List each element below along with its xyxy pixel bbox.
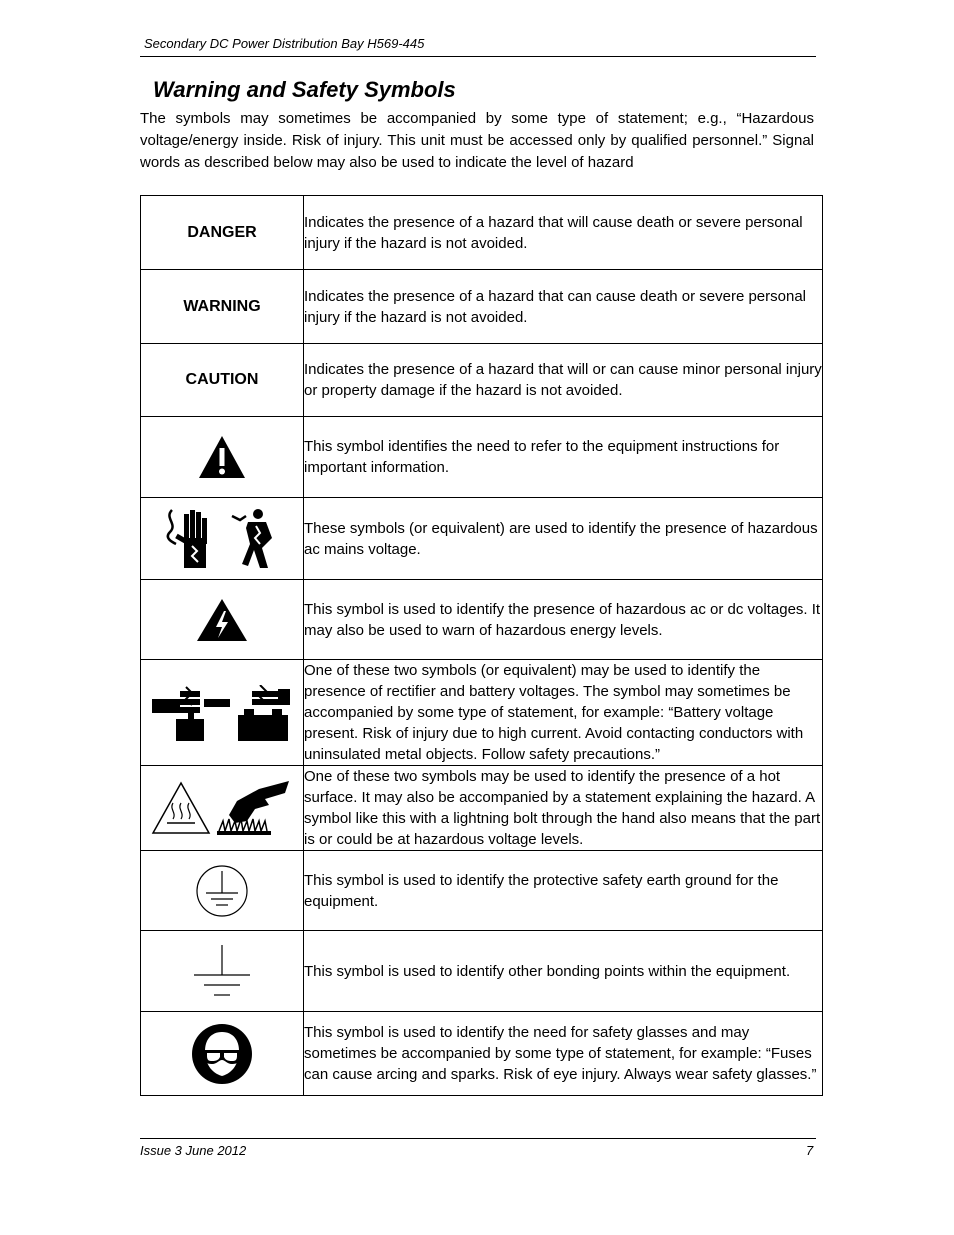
- description-cell: One of these two symbols (or equivalent) may be used to identify the presence of rectifier and battery voltages. The symbol may sometimes be accompanied by some type of statement, for example: “Battery voltage present. Risk of injury due to high current. Avoid contacting conductors with uninsulated metal objects. Follow safety precautions.”: [304, 660, 823, 766]
- signal-word-danger: DANGER: [187, 223, 257, 241]
- signal-word-caution: CAUTION: [185, 371, 259, 388]
- signal-cell: [141, 344, 304, 417]
- signal-cell: [141, 270, 304, 344]
- table-row: [141, 344, 823, 417]
- table-row: [141, 660, 823, 766]
- intro-paragraph: The symbols may sometimes be accompanied by some type of statement; e.g., “Hazardous voltage/energy inside. Risk of injury. This unit must be accessed only by qualified personnel.” Signal words as described below may also be used to indicate the level of hazard: [140, 110, 814, 171]
- table-row: [141, 417, 823, 498]
- lightning-triangle-icon: [195, 597, 249, 643]
- symbol-cell: [141, 931, 304, 1012]
- exclamation-triangle-icon: [197, 434, 247, 480]
- symbol-cell: [141, 417, 304, 498]
- description-cell: Indicates the presence of a hazard that can cause death or severe personal injury if the hazard is not avoided.: [304, 270, 823, 344]
- table-row: [141, 766, 823, 851]
- table-row: [141, 498, 823, 580]
- symbol-cell: [141, 498, 304, 580]
- page-number: 7: [806, 1143, 814, 1158]
- table-row: [141, 270, 823, 344]
- table-row: [141, 931, 823, 1012]
- symbol-cell: [141, 660, 304, 766]
- description-cell: Indicates the presence of a hazard that will or can cause minor personal injury or property damage if the hazard is not avoided.: [304, 344, 823, 417]
- table-row: [141, 580, 823, 660]
- protective-earth-icon: [194, 863, 250, 919]
- rectifier-battery-icons: [152, 685, 292, 741]
- description-cell: Indicates the presence of a hazard that will cause death or severe personal injury if the hazard is not avoided.: [304, 196, 823, 270]
- ac-mains-voltage-icons: [162, 506, 282, 572]
- description-cell: This symbol is used to identify the presence of hazardous ac or dc voltages. It may also be used to warn of hazardous energy levels.: [304, 580, 823, 660]
- description-cell: One of these two symbols may be used to identify the presence of a hot surface. It may also be accompanied by a statement explaining the hazard. A symbol like this with a lightning bolt through the hand also means that the part is or could be at hazardous voltage levels.: [304, 766, 823, 851]
- description-cell: This symbol is used to identify the protective safety earth ground for the equipment.: [304, 851, 823, 931]
- symbol-cell: [141, 580, 304, 660]
- symbols-table: [140, 195, 823, 1096]
- signal-word-warning: WARNING: [183, 297, 261, 315]
- description-cell: This symbol is used to identify the need for safety glasses and may sometimes be accompanied by some type of statement, for example: “Fuses can cause arcing and sparks. Risk of eye injury. Always wear safety glasses.”: [304, 1012, 823, 1096]
- symbol-cell: [141, 1012, 304, 1096]
- table-row: [141, 1012, 823, 1096]
- description-cell: This symbol identifies the need to refer to the equipment instructions for important information.: [304, 417, 823, 498]
- signal-cell: [141, 196, 304, 270]
- description-cell: These symbols (or equivalent) are used to identify the presence of hazardous ac mains voltage.: [304, 498, 823, 580]
- table-row: [141, 196, 823, 270]
- header-divider: [140, 56, 816, 57]
- footer-divider: [140, 1138, 816, 1139]
- table-row: [141, 851, 823, 931]
- section-title: Warning and Safety Symbols: [153, 77, 456, 102]
- hot-surface-icons: [151, 779, 293, 837]
- document-title: Secondary DC Power Distribution Bay H569-445: [144, 36, 425, 51]
- symbol-cell: [141, 766, 304, 851]
- description-cell: This symbol is used to identify other bonding points within the equipment.: [304, 931, 823, 1012]
- safety-glasses-icon: [191, 1023, 253, 1085]
- bonding-ground-icon: [192, 943, 252, 999]
- issue-date: Issue 3 June 2012: [140, 1143, 247, 1158]
- symbol-cell: [141, 851, 304, 931]
